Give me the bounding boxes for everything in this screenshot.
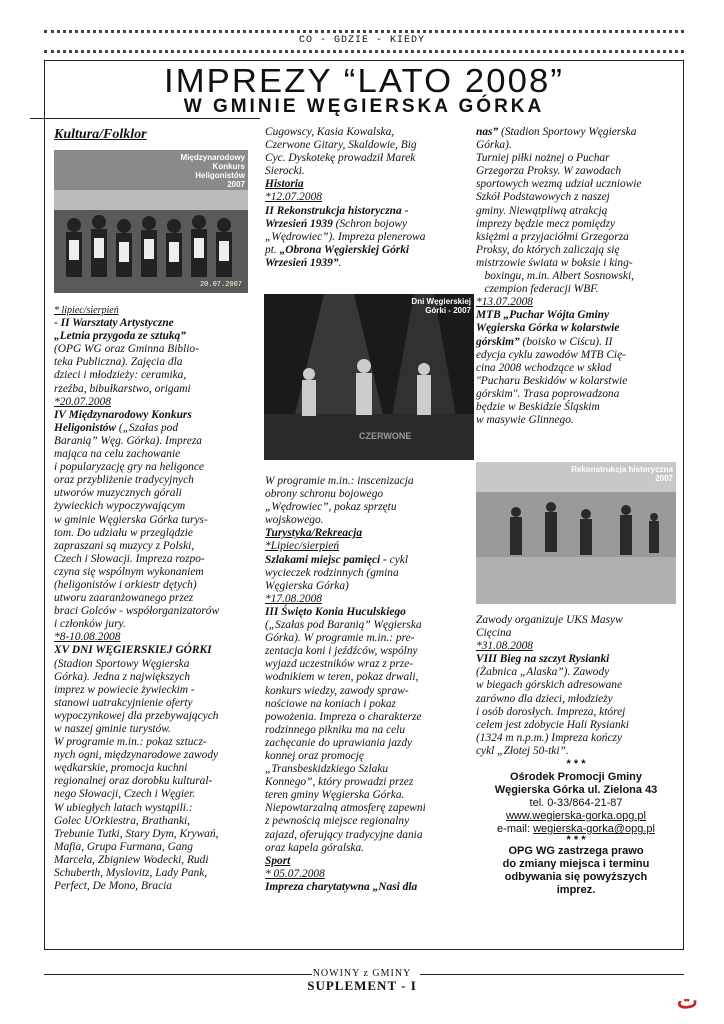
text-line: sportowych wezmą udział uczniowie [476, 178, 642, 191]
date: *17.08.2008 [265, 592, 322, 605]
date: *31.08.2008 [476, 640, 533, 653]
text-line: Schuberth, Myslovitz, Lady Pank, [54, 867, 208, 880]
text-line: z pewnością miejsce regionalny [265, 815, 410, 828]
event-title: IV Międzynarodowy Konkurs [54, 408, 192, 421]
photo-caption: Dni Węgierskiej Górki - 2007 [411, 297, 471, 315]
photo-date-stamp: 20.07.2007 [199, 281, 242, 289]
photo-heligon-contest [54, 150, 248, 293]
section-heading-culture: Kultura/Folklor [54, 127, 147, 142]
section-heading-sport: Sport [265, 854, 291, 867]
event-title: XV DNI WĘGIERSKIEJ GÓRKI [54, 644, 212, 657]
text-line: mająca na celu zachowanie [54, 448, 181, 461]
text-line: nościowe na koniach i pokaz [265, 697, 396, 710]
text-line: obrony schronu bojowego [265, 488, 384, 501]
org-name: Ośrodek Promocji Gminy [509, 771, 643, 784]
text-line: Marcela, Zbigniew Wodecki, Rudi [54, 853, 209, 866]
event-title: Szlakami miejsc pamięci - [265, 553, 387, 566]
event-title-line: Szlakami miejsc pamięci - cykl [265, 553, 408, 566]
text-line: wyjazd uczestników wraz z prze- [265, 658, 414, 671]
date: *12.07.2008 [265, 191, 322, 204]
text-line: żywieckich wypoczywającym [54, 500, 186, 513]
text-fragment: („Szałas pod [116, 421, 179, 434]
text-fragment: (Schron bojowy [332, 217, 408, 230]
event-title: „Letnia przygoda ze sztuką” [54, 330, 186, 343]
text-line: tom. Do udziału w przeglądzie [54, 526, 193, 539]
event-title: Heligonistów [54, 421, 117, 434]
column-1 [54, 126, 254, 143]
event-title: MTB „Puchar Wójta Gminy [476, 309, 610, 322]
text-line: Czech i Słowacji. Impreza rozpo- [54, 552, 205, 565]
event-title: „Obrona Węgierskiej Górki [279, 243, 410, 256]
text-line: Konnego”, który prowadzi przez [265, 776, 414, 789]
text-line: braci Golców - współorganizatorów [54, 605, 220, 618]
text-line: i osób dorosłych. Impreza, której [476, 705, 626, 718]
publisher-logo-icon: ت [677, 988, 698, 1013]
text-line: nego Słowacji, Czech i Węgier. [54, 788, 196, 801]
text-line: regionalnej oraz dorobku kultural- [54, 775, 213, 788]
org-phone: tel. 0-33/864-21-87 [529, 797, 623, 810]
text-line: W programie m.in.: pokaz sztucz- [54, 736, 207, 749]
column-1-text [54, 304, 254, 893]
text-line: rzeźba, bibułkarstwo, origami [54, 382, 191, 395]
text-line: Cyc. Dyskotekę prowadził Marek [265, 152, 416, 165]
text-line: zarówno dla dzieci, młodzieży [476, 692, 613, 705]
text-line: czempion federacji WBF. [476, 283, 599, 296]
event-title: Wrzesień 1939 [265, 217, 333, 230]
email-link[interactable]: wegierska-gorka@opg.pl [533, 823, 655, 836]
text-line: W programie m.in.: inscenizacja [265, 475, 414, 487]
photo-reconstruction [476, 462, 676, 604]
contact-block [476, 758, 676, 897]
text-line: "Pucharu Beskidów w kolarstwie [476, 374, 628, 387]
section-heading-history: Historia [265, 178, 304, 191]
top-dotted-rule-2 [44, 50, 684, 53]
date: *20.07.2008 [54, 395, 111, 408]
text-line: zajazd, oferujący tradycyjne dania [265, 828, 423, 841]
separator-stars: * * * [566, 834, 586, 847]
text-line: i członków jury. [54, 618, 126, 631]
text-line: Szkół Podstawowych z naszej [476, 191, 610, 204]
text-line: (1324 m n.p.m.) Impreza kończy [476, 731, 623, 744]
text-line: Proksy, do których zaliczają się [476, 243, 620, 256]
event-title: III Święto Konia Huculskiego [265, 605, 406, 618]
text-line: Górka). Jedna z największych [54, 670, 191, 683]
date: *13.07.2008 [476, 296, 533, 309]
org-address: Węgierska Górka ul. Zielona 43 [494, 784, 658, 797]
event-title: górskim” [476, 335, 520, 348]
text-line: „Wędrowiec”, pokaz sprzętu [265, 501, 397, 514]
text-line: Mafia, Grupa Furmana, Gang [54, 840, 193, 853]
date: *Lipiec/sierpień [265, 540, 340, 553]
event-title: VIII Bieg na szczyt Rysianki [476, 653, 610, 666]
column-2-top [265, 126, 473, 270]
text-line: wypoczynkowej dla przebywających [54, 709, 219, 722]
email-line: e-mail: wegierska-gorka@opg.pl [497, 823, 655, 836]
text-line: Górka). [476, 139, 512, 152]
text-line: cina 2008 wchodzące w skład [476, 361, 612, 374]
text-line: zentacja koni i jeźdźców, wspólny [265, 645, 418, 658]
event-title: II Rekonstrukcja historyczna - [265, 204, 409, 217]
note-line: OPG WG zastrzega prawo [508, 845, 644, 858]
text-line: Grzegorza Proksy. W zawodach [476, 165, 622, 178]
date: *8-10.08.2008 [54, 631, 121, 644]
text-line: imprez w powiecie żywieckim - [54, 683, 195, 696]
photo-concert [264, 294, 474, 460]
running-header: CO - GDZIE - KIEDY [298, 35, 426, 46]
text-line: utworu zaaranżowanego przez [54, 592, 194, 605]
text-line: boxingu, m.in. Albert Sosnowski, [476, 270, 634, 283]
text-line: (Żabnica „Alaska”). Zawody [476, 666, 610, 679]
photo-caption: Międzynarodowy Konkurs Heligonistów 2007 [180, 153, 245, 189]
event-title: - II Warsztaty Artystyczne [54, 317, 174, 330]
text-line: W ubiegłych latach wystąpili.: [54, 801, 193, 814]
text-line: imprezy będzie mecz pomiędzy [476, 217, 616, 230]
text-line: rodzinnego pikniku ma na celu [265, 723, 406, 736]
page-title: IMPREZY “LATO 2008” [163, 62, 565, 99]
text-line: księżmi a przyjaciółmi Grzegorza [476, 230, 629, 243]
text-line: dzieci i młodzieży: ceramika, [54, 369, 187, 382]
text-line: Zawody organizuje UKS Masyw [476, 614, 623, 626]
text-line: nas” (Stadion Sportowy Węgierska [476, 126, 637, 138]
footer-title: NOWINY z GMINY [312, 968, 412, 979]
text-line: nych ogni, międzynarodowe zawody [54, 749, 219, 762]
text-line: (heligonistów i orkiestr dętych) [54, 578, 197, 591]
text-line: cykl „Złotej 50-tki”. [476, 744, 569, 757]
column-2-text [265, 475, 475, 894]
text-line: Wrzesień 1939”. [265, 256, 342, 269]
text-line: powożenia. Impreza o charakterze [265, 710, 422, 723]
text-line: wodnikiem w teren, pokaz drwali, [265, 671, 419, 684]
text-line: teren gminy Węgierska Górka. [265, 789, 405, 802]
text-line: w naszej gminie turystów. [54, 723, 171, 735]
text-line: Cugowscy, Kasia Kowalska, [265, 126, 395, 138]
text-line: Cięcina [476, 627, 512, 640]
text-line: Sierocki. [265, 165, 305, 178]
top-dotted-rule [44, 30, 684, 33]
text-line: konnej oraz promocję [265, 749, 364, 762]
text-line: wycieczek rodzinnych (gmina [265, 566, 399, 579]
text-line: zachęcanie do uprawiania jazdy [265, 736, 413, 749]
text-line: górskim". Trasa poprowadzona [476, 387, 620, 400]
date: * 05.07.2008 [265, 867, 325, 880]
svg-text:CZERWONE: CZERWONE [359, 431, 412, 441]
text-line: stanowi uatrakcyjnienie oferty [54, 696, 193, 709]
text-line: zapraszani są muzycy z Polski, [54, 539, 195, 552]
website-link[interactable]: www.wegierska-gorka.opg.pl [505, 810, 646, 823]
text-line: („Szałas pod Baranią” Węgierska [265, 619, 422, 632]
text-line: pt. „Obrona Węgierskiej Górki [265, 243, 410, 256]
text-line: oraz przybliżenie tradycyjnych [54, 474, 194, 487]
text-line: Górka). W programie m.in.: pre- [265, 632, 415, 645]
column-3-text [476, 614, 676, 897]
column-3-top [476, 126, 676, 427]
page-subtitle: W GMINIE WĘGIERSKA GÓRKA [183, 96, 545, 117]
text-line: konkurs wiedzy, zawody spraw- [265, 684, 409, 697]
text-line: Turniej piłki nożnej o Puchar [476, 152, 610, 165]
text-line: czyna się wspólnym wykonaniem [54, 565, 204, 578]
title-rule [30, 118, 260, 119]
photo-image [476, 462, 676, 604]
text-line: (OPG WG oraz Gminna Biblio- [54, 343, 199, 356]
text-line: Perfect, De Mono, Bracia [54, 880, 172, 893]
separator-stars: * * * [566, 758, 586, 771]
text-line: celem jest zdobycie Hali Rysianki [476, 718, 629, 731]
event-title-line: górskim” (boisko w Ciścu). II [476, 335, 613, 348]
text-line: wędkarskie, promocja kuchni [54, 762, 188, 775]
note-line: imprez. [556, 884, 596, 897]
event-title-line [54, 422, 254, 435]
event-title: Wrzesień 1939” [265, 256, 339, 269]
event-title: Impreza charytatywna „Nasi dla [265, 880, 418, 893]
photo-image [264, 294, 474, 460]
text-line: oraz kapela góralska. [265, 841, 365, 854]
text-line: Golec UOrkiestra, Brathanki, [54, 814, 191, 827]
text-line: i popularyzację gry na heligonce [54, 461, 204, 474]
text-line: utworów muzycznych górali [54, 487, 182, 500]
footer-supplement: SUPLEMENT - I [307, 978, 417, 993]
date: * lipiec/sierpień [54, 305, 119, 316]
text-line: w masywie Glinnego. [476, 414, 574, 427]
note-line: odbywania się powyższych [504, 871, 648, 884]
note-line: do zmiany miejsca i terminu [502, 858, 650, 871]
text-line: „Wędrowiec”). Impreza plenerowa [265, 230, 426, 243]
event-title: Węgierska Górka w kolarstwie [476, 322, 620, 335]
text-line: „Transbeskidzkiego Szlaku [265, 763, 389, 776]
text-line: w biegach górskich adresowane [476, 679, 623, 692]
text-line: edycja cyklu zawodów MTB Cię- [476, 348, 626, 361]
text-line: w gminie Węgierska Górka turys- [54, 513, 208, 526]
text-line: gminy. Niewątpliwą atrakcją [476, 204, 608, 217]
photo-caption: Rekonstrukcja historyczna 2007 [571, 465, 673, 483]
event-title-line [265, 218, 473, 231]
text-line: teka Publiczna). Zajęcia dla [54, 356, 183, 369]
text-line: mistrzowie świata w boksie i king- [476, 256, 633, 269]
text-line: wojskowego. [265, 514, 324, 527]
text-line: będzie w Beskidzie Śląskim [476, 400, 600, 413]
text-line: Węgierska Górka) [265, 579, 349, 592]
text-line: Czerwone Gitary, Skaldowie, Big [265, 139, 417, 152]
section-heading-tourism: Turystyka/Rekreacja [265, 527, 363, 540]
text-line: (Stadion Sportowy Węgierska [54, 657, 190, 670]
text-line: Niepowtarzalną atmosferę zapewni [265, 802, 426, 815]
text-line: Baranią” Węg. Górka). Impreza [54, 434, 202, 447]
text-line: Trebunie Tutki, Stary Dym, Krywań, [54, 827, 219, 840]
